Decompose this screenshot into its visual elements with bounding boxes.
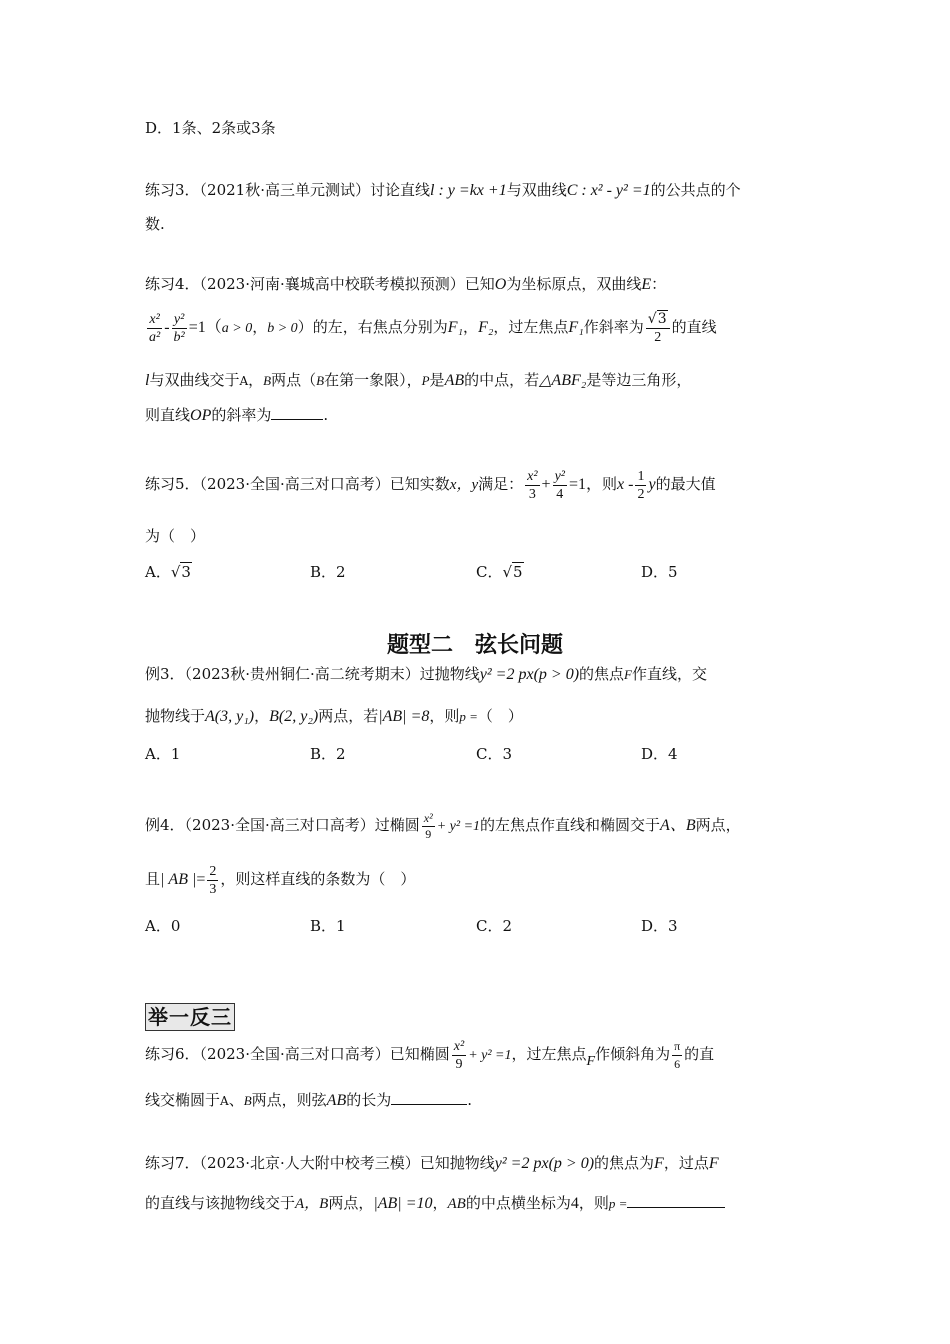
- denominator: 3: [528, 486, 536, 502]
- radicand: 5: [513, 563, 523, 581]
- numerator: x²: [147, 311, 162, 329]
- option-a[interactable]: [145, 744, 180, 764]
- denominator: b²: [173, 329, 185, 345]
- text: 在第一象限），: [324, 371, 422, 389]
- exercise-7-line2: [145, 1193, 810, 1214]
- text: 、: [228, 1091, 244, 1109]
- exercise-3-line2: [145, 214, 810, 234]
- example-3-line2: [145, 706, 810, 727]
- text: 两点，: [328, 1194, 374, 1212]
- math-ab: AB: [326, 1092, 347, 1109]
- option-c[interactable]: [476, 562, 524, 582]
- text: .: [323, 406, 329, 424]
- option-label: C．: [476, 563, 503, 581]
- text: 是等边三角形，: [586, 371, 692, 389]
- text: 两点，则弦: [251, 1091, 327, 1109]
- exercise-7: [145, 1153, 810, 1174]
- text: 作倾斜角为: [595, 1045, 671, 1063]
- math-ab-abs: | AB |: [160, 871, 197, 888]
- text: 则直线: [145, 406, 191, 424]
- fraction-x2-9: [452, 1038, 466, 1073]
- example-label: 例3．: [145, 665, 185, 683]
- fraction-x2-3: [525, 468, 539, 503]
- number-four: 4: [570, 1195, 579, 1212]
- denominator: 9: [425, 826, 432, 841]
- option-label: A．1: [145, 745, 181, 763]
- minus-sign: -: [164, 319, 170, 336]
- math-ab-length: |AB| =8: [378, 708, 430, 725]
- text: =1，: [569, 476, 603, 493]
- math-point-b: B(2, y₂): [269, 708, 319, 725]
- text: 的焦点: [579, 665, 625, 683]
- denominator: 4: [556, 486, 564, 502]
- math-f1: F₁: [568, 319, 584, 336]
- text: 与双曲线交于: [149, 371, 240, 389]
- math-p: P: [421, 373, 430, 388]
- text: 的公共点的个: [650, 181, 741, 199]
- math-f: F: [586, 1054, 596, 1069]
- denominator: 6: [674, 1056, 681, 1071]
- option-label: D．5: [641, 563, 678, 581]
- option-b[interactable]: [310, 916, 346, 936]
- section-title: 题型二 弦长问题: [386, 633, 563, 658]
- denominator: 3: [209, 881, 217, 897]
- text: 为坐标原点，双曲线: [506, 275, 642, 293]
- text: 是: [429, 371, 445, 389]
- text: ：: [651, 275, 667, 293]
- math-f: F: [624, 667, 632, 682]
- math-e: E: [641, 276, 652, 293]
- exercise-4: [145, 274, 810, 295]
- option-label: C．3: [476, 745, 513, 763]
- math-hyperbola-c: C : x² - y² =1: [566, 182, 651, 199]
- fraction-pi-6: [672, 1038, 682, 1073]
- exercise-6: [145, 1034, 810, 1076]
- text: 的焦点为: [594, 1154, 655, 1172]
- text: ，则: [429, 707, 460, 725]
- math-b: B: [316, 373, 325, 388]
- text: 且: [145, 870, 161, 888]
- option-c[interactable]: [476, 744, 512, 764]
- text: ，则这样直线的条数为（ ）: [220, 870, 416, 888]
- example-4-line2: [145, 857, 810, 902]
- denominator: a²: [149, 329, 161, 345]
- numerator: x²: [453, 1038, 465, 1054]
- text: ）的左，右焦点分别为: [297, 318, 448, 336]
- numerator: x²: [423, 810, 433, 825]
- text: =: [196, 871, 206, 888]
- exercise-label: 练习7．: [145, 1154, 200, 1172]
- exercise-5: [145, 462, 810, 507]
- exercise-label: 练习5．: [145, 475, 200, 493]
- example-source: （2023秋·贵州铜仁·高二统考期末）: [184, 665, 420, 683]
- sqrt-value: √3: [170, 563, 191, 581]
- option-label: A．: [145, 563, 171, 581]
- option-label: A．0: [145, 917, 181, 935]
- math-op: OP: [190, 407, 212, 424]
- text: ，过点: [663, 1154, 709, 1172]
- exercise-4-line2: [145, 308, 810, 348]
- text: 与双曲线: [506, 181, 567, 199]
- math-ellipse: + y² =1: [468, 1048, 512, 1063]
- option-label: B．2: [310, 563, 346, 581]
- radicand: 3: [181, 563, 191, 581]
- option-d[interactable]: [641, 916, 678, 936]
- text: 已知抛物线: [419, 1154, 495, 1172]
- math-y: y: [648, 476, 656, 493]
- text: 则: [602, 475, 618, 493]
- math-a: A: [239, 374, 249, 388]
- exercise-label: 练习4．: [145, 275, 200, 293]
- exercise-source: （2023·全国·高三对口高考）: [199, 475, 390, 493]
- math-point-a: A(3, y₁): [205, 708, 255, 725]
- text: 的最大值: [655, 475, 716, 493]
- numerator: x²: [527, 468, 538, 484]
- math-b: B: [243, 1093, 252, 1108]
- option-label: B．2: [310, 745, 346, 763]
- math-ab: AB: [447, 1196, 466, 1212]
- exercise-source: （2023·河南·襄城高中校联考模拟预测）: [199, 275, 465, 293]
- text: ，过左焦点: [511, 1045, 587, 1063]
- text: 满足：: [478, 475, 524, 493]
- exercise-label: 练习6．: [145, 1045, 200, 1063]
- example-4: [145, 805, 810, 847]
- exercise-label: 练习3．: [145, 181, 200, 199]
- text: 的长为: [346, 1091, 392, 1109]
- denominator: 2: [637, 486, 645, 502]
- text: 已知: [464, 275, 495, 293]
- option-label: D．3: [641, 917, 678, 935]
- text: 的直线与该抛物线交于: [145, 1194, 296, 1212]
- previous-option-d: [145, 118, 810, 138]
- fraction-1-2: [635, 468, 646, 503]
- text: 讨论直线: [370, 181, 431, 199]
- text: 过椭圆: [374, 816, 420, 834]
- math-ab-length: |AB| =10: [373, 1195, 433, 1212]
- fraction-y2-b2: [172, 311, 187, 346]
- fraction-x2-9: [422, 811, 435, 842]
- math-f1: F₁: [447, 319, 464, 336]
- example-source: （2023·全国·高三对口高考）: [184, 816, 375, 834]
- exercise-3: [145, 180, 810, 201]
- math-line-l: l : y =kx +1: [430, 182, 507, 199]
- denominator: 9: [455, 1056, 463, 1072]
- text: ，: [252, 318, 268, 336]
- exercise-4-line4: [145, 405, 810, 426]
- exercise-source: （2023·全国·高三对口高考）: [199, 1045, 390, 1063]
- option-label: C．2: [476, 917, 513, 935]
- example-label: 例4．: [145, 816, 185, 834]
- text: （ ）: [477, 707, 523, 725]
- numerator: y²: [554, 468, 565, 484]
- numerator: 2: [209, 863, 217, 879]
- math-parabola: y² =2 px(p > 0): [479, 666, 580, 683]
- text: .: [467, 1091, 473, 1109]
- option-label: D．4: [641, 745, 678, 763]
- text: ，过左焦点: [493, 318, 569, 336]
- exercise-source: （2021秋·高三单元测试）: [199, 181, 370, 199]
- math-a: A: [220, 1094, 229, 1108]
- text: 的直: [684, 1045, 715, 1063]
- option-label: B．1: [310, 917, 346, 935]
- math-f2: F₂: [478, 319, 494, 336]
- math-p: p =: [459, 709, 478, 724]
- text: ，: [248, 371, 264, 389]
- text: 两点，若: [318, 707, 379, 725]
- option-b[interactable]: [310, 562, 346, 582]
- option-c[interactable]: [476, 916, 512, 936]
- math-f: F: [708, 1155, 719, 1172]
- text: ，: [254, 707, 270, 725]
- option-d[interactable]: [641, 562, 678, 582]
- math-cond-b: b > 0: [267, 321, 298, 336]
- option-d-text: D．1条、2条或3条: [145, 119, 276, 137]
- text: 的中点，若: [464, 371, 540, 389]
- text: 的直线: [671, 318, 717, 336]
- math-l: l: [145, 372, 150, 389]
- text: 已知椭圆: [389, 1045, 450, 1063]
- option-a[interactable]: [145, 562, 192, 582]
- text: 的中点横坐标为: [465, 1194, 571, 1212]
- text: 抛物线于: [145, 707, 206, 725]
- math-ab: A、B: [660, 817, 696, 834]
- math-b: B: [263, 373, 272, 388]
- math-triangle: △ABF₂: [539, 372, 587, 389]
- text: 的左焦点作直线和椭圆交于: [480, 816, 661, 834]
- math-f: F: [654, 1155, 664, 1172]
- text: 的斜率为: [211, 406, 272, 424]
- math-ab: AB: [444, 372, 465, 389]
- text: 过抛物线: [419, 665, 480, 683]
- text: 作斜率为: [583, 318, 644, 336]
- fraction-x2-a2: [147, 311, 162, 346]
- exercise-5-line2: [145, 526, 810, 546]
- fraction-2-3: [207, 863, 218, 898]
- math-cond-a: a > 0: [221, 321, 253, 336]
- math-xy: x，y: [449, 477, 479, 493]
- numerator: √3: [646, 311, 670, 329]
- sqrt-value: √5: [502, 563, 523, 581]
- text: ，: [463, 318, 479, 336]
- practice-heading: 举一反三: [145, 1003, 235, 1031]
- math-o: O: [494, 276, 507, 293]
- numerator: 1: [637, 468, 645, 484]
- text: 作直线，交: [632, 665, 708, 683]
- option-a[interactable]: [145, 916, 180, 936]
- math-ellipse: + y² =1: [436, 819, 481, 834]
- exercise-6-line2: [145, 1090, 810, 1111]
- fraction-sqrt3-2: [646, 311, 670, 346]
- exercise-4-line3: [145, 370, 810, 391]
- math-x-minus: x -: [617, 476, 634, 493]
- numerator: y²: [172, 311, 187, 329]
- radicand: 3: [657, 310, 667, 327]
- fraction-y2-4: [553, 468, 567, 503]
- text: 数.: [145, 215, 165, 233]
- text: 为（ ）: [145, 527, 206, 545]
- numerator: π: [672, 1038, 682, 1056]
- answer-blank[interactable]: [391, 1090, 467, 1105]
- option-d[interactable]: [641, 744, 678, 764]
- answer-blank[interactable]: [627, 1193, 725, 1208]
- text: 已知实数: [389, 475, 450, 493]
- example-3: [145, 664, 810, 685]
- option-b[interactable]: [310, 744, 346, 764]
- text: 线交椭圆于: [145, 1091, 221, 1109]
- text: 两点，: [695, 816, 741, 834]
- text: 两点（: [271, 371, 317, 389]
- text: =1（: [188, 319, 222, 336]
- plus-sign: +: [541, 476, 551, 493]
- exercise-source: （2023·北京·人大附中校考三模）: [199, 1154, 420, 1172]
- math-ab: A，B: [295, 1196, 329, 1212]
- denominator: 2: [654, 329, 662, 345]
- math-parabola: y² =2 px(p > 0): [494, 1155, 595, 1172]
- text: ，: [432, 1194, 448, 1212]
- answer-blank[interactable]: [271, 405, 323, 420]
- text: ，则: [578, 1194, 609, 1212]
- math-p: p =: [608, 1196, 628, 1211]
